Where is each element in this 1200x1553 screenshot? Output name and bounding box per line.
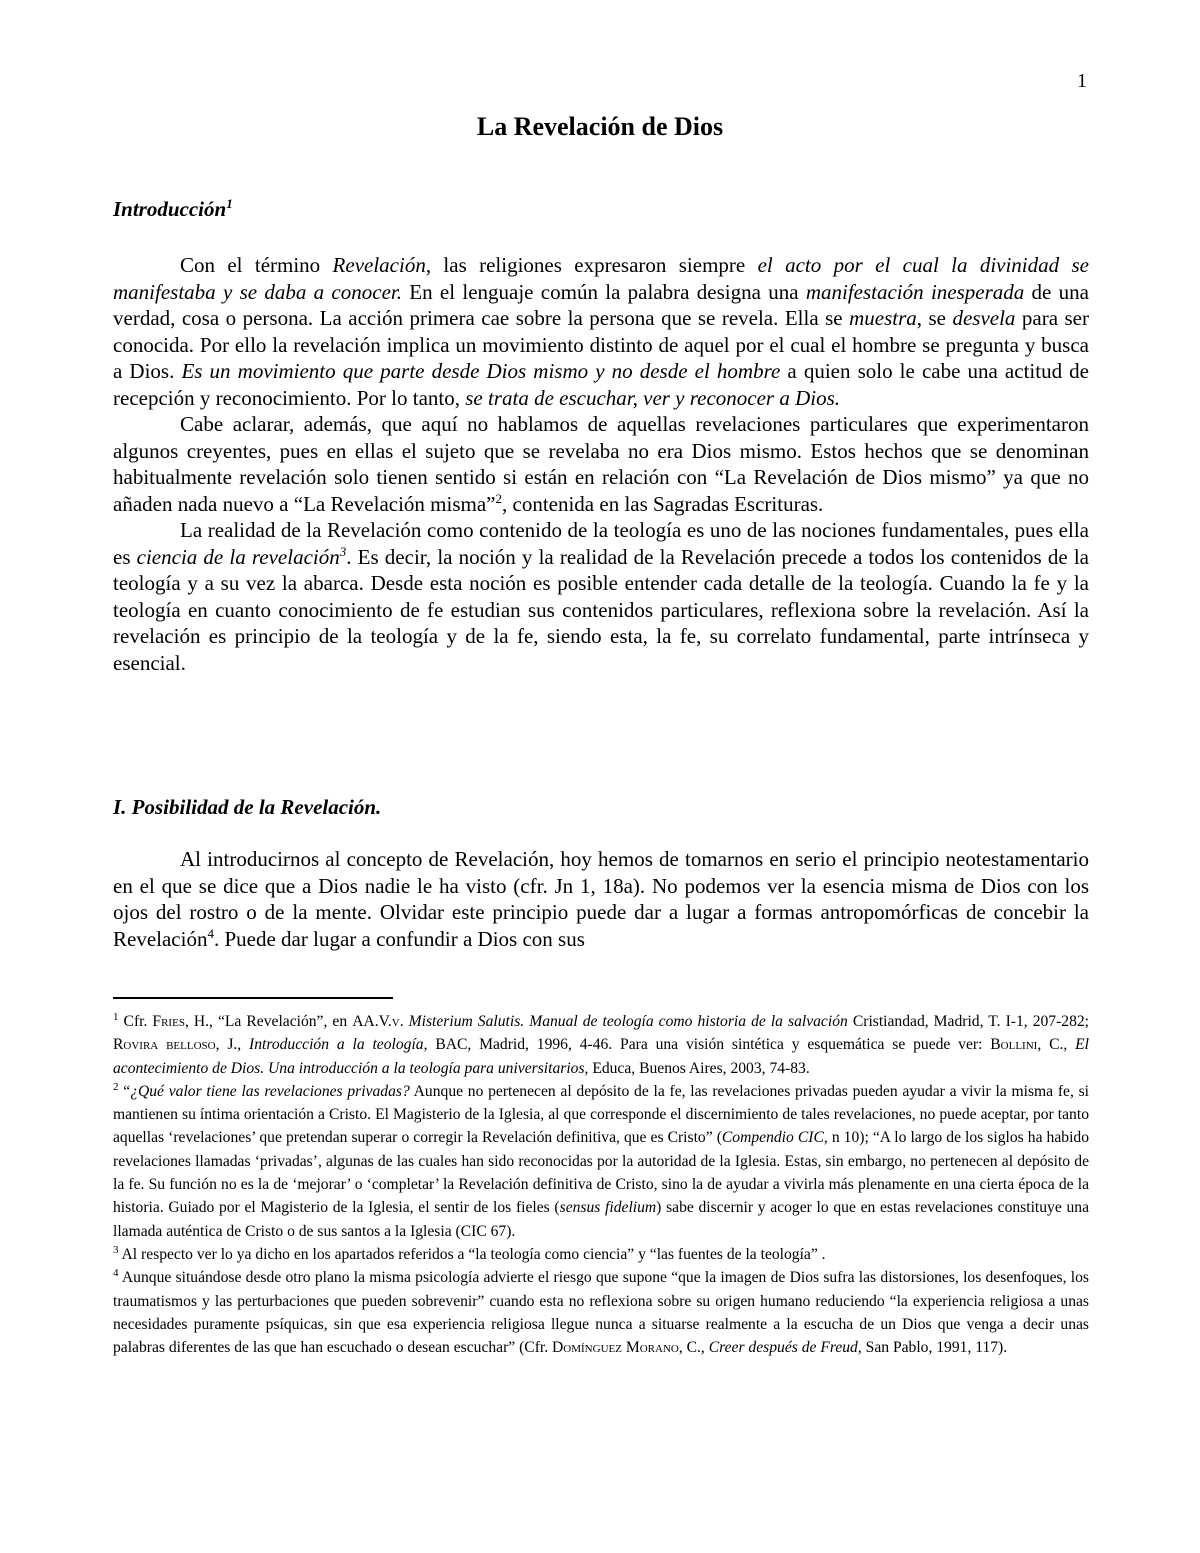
text-run: , contenida en las Sagradas Escrituras. [502, 491, 824, 516]
text-run: , BAC, Madrid, 1996, 4-46. Para una visión sintética y esquemática se puede ver: [423, 1036, 991, 1054]
text-run: Al introducirnos al concepto de Revelación, hoy hemos de tomarnos en serio el principio neotestamentario en el que se dice que a Dios nadie le ha visto (cfr. Jn 1, 18a). No podemos ver la esencia misma de Dios con los ojos del rostro o de la mente. Olvidar este principio puede dar a lugar a formas antropomórficas de concebir la Revelación [113, 847, 1089, 951]
text-run: . Puede dar lugar a confundir a Dios con sus [213, 926, 585, 951]
text-run: Revelación [332, 253, 426, 277]
text-run: , C., [678, 1339, 709, 1357]
footnote-ref: 2 [113, 1080, 119, 1093]
text-run: Cfr. [118, 1013, 153, 1030]
text-run: Creer después de Freud [708, 1339, 858, 1357]
text-run: Aunque no pertenecen al depósito de la fe, las revelaciones privadas pueden ayudar a vivir la misma fe, si mantienen su íntima orientación a Cristo. El Magisterio de la Iglesia, al que corresponde el discernimiento de tales revelaciones, no puede aceptar, por tanto aquellas ‘revelaciones’ que pretendan superar o corregir la Revelación definitiva, que es Cristo” ( [113, 1082, 1089, 1147]
section-heading: I. Posibilidad de la Revelación. [113, 795, 382, 819]
text-run: Es un movimiento que parte desde Dios mismo y no desde el hombre [181, 359, 781, 383]
text-run: Bollini [990, 1036, 1038, 1054]
text-run: , se [916, 306, 953, 330]
footnote-ref-1: 1 [226, 196, 233, 211]
intro-paragraphs-paragraph [113, 411, 1089, 517]
footnote-separator [113, 997, 393, 999]
text-run: , J., [215, 1036, 250, 1054]
text-run: ) sabe discernir y acoger lo que en estas revelaciones constituye una llamada auténtica de Cristo o de sus santos a la Iglesia (CIC 67). [113, 1199, 1089, 1240]
text-run: Al respecto ver lo ya dicho en los apartados referidos a “la teología como ciencia” y “las fuentes de la teología” . [118, 1245, 826, 1263]
footnotes [113, 1010, 1089, 1359]
section-body [113, 846, 1089, 952]
footnotes-paragraph [113, 1010, 1089, 1080]
text-run: Cristiandad, Madrid, T. I-1, 207-282; [847, 1013, 1089, 1030]
text-run: Compendio CIC [721, 1129, 824, 1147]
footnotes-paragraph [113, 1266, 1089, 1359]
text-run: Fries [152, 1013, 185, 1030]
text-run: Introducción a la teología [249, 1036, 424, 1054]
text-run: Con el término [180, 253, 333, 277]
text-run: desvela [952, 306, 1016, 330]
intro-paragraphs-paragraph [113, 517, 1089, 676]
section1-paragraphs-paragraph [113, 846, 1089, 952]
text-run: sensus fidelium [559, 1199, 657, 1217]
text-run: , n 10); “A lo largo de los siglos ha habido revelaciones llamadas ‘privadas’, algunas de las cuales han sido reconocidas por la autoridad de la Iglesia. Estas, sin embargo, no pertenecen al depósito de la fe. Su función no es la de ‘mejorar’ o ‘completar’ la Revelación definitiva de Cristo, sino la de ayudar a vivirla más plenamente en una cierta época de la historia. Guiado por el Magisterio de la Iglesia, el sentir de los fieles ( [113, 1129, 1089, 1217]
intro-body [113, 252, 1089, 676]
text-run: Aunque situándose desde otro plano la misma psicología advierte el riesgo que supone “que la imagen de Dios sufra las distorsiones, los desenfoques, los traumatismos y las perturbaciones que pueden sobrevenir” cuando esta no reflexiona sobre su origen humano reduciendo “la experiencia religiosa a unas necesidades puramente psíquicas, sin que esa experiencia religiosa llegue nunca a situarse realmente a la escucha de un Dios que venga a decir unas palabras diferentes de las que han escuchado o desean escuchar” (Cfr. [113, 1269, 1089, 1357]
intro-heading-text: Introducción [113, 197, 227, 221]
text-run: muestra [849, 306, 917, 330]
footnotes-paragraph [113, 1080, 1089, 1243]
text-run: manifestación inesperada [805, 279, 1025, 304]
footnote-ref: 3 [339, 543, 347, 559]
text-run: Domínguez Morano [552, 1339, 679, 1357]
text-run: , H., “La Revelación”, en [184, 1013, 353, 1030]
text-run: AA.V.v. [352, 1013, 404, 1030]
text-run: de una verdad, cosa o persona. La acción primera cae sobre la persona que se revela. Ella se [113, 279, 1089, 330]
text-run: . Es decir, la noción y la realidad de la Revelación precede a todos los contenidos de la teología y a su vez la abarca. Desde esta noción es posible entender cada detalle de la teología. Cuando la fe y la teología en cuanto conocimiento de fe estudian sus contenidos particulares, reflexiona sobre la revelación. Así la revelación es principio de la teología y de la fe, siendo esta, la fe, su correlato fundamental, parte intrínseca y esencial. [113, 544, 1090, 675]
text-run: , las religiones expresaron siempre [425, 253, 758, 277]
text-run: La realidad de la Revelación como contenido de la teología es uno de las nociones fundamentales, pues ella es [113, 518, 1089, 569]
footnote-ref: 1 [113, 1010, 119, 1023]
text-run: En el lenguaje común la palabra designa una [402, 279, 806, 304]
text-run: a quien solo le cabe una actitud de recepción y reconocimiento. Por lo tanto, [113, 359, 1089, 410]
text-run: Rovira belloso [113, 1036, 216, 1054]
text-run: para ser conocida. Por ello la revelación implica un movimiento distinto de aquel por el cual el hombre se pregunta y busca a Dios. [113, 306, 1089, 383]
footnote-ref: 2 [495, 490, 502, 506]
intro-heading [113, 196, 233, 222]
text-run: el acto por el cual la divinidad se manifestaba y se daba a conocer. [113, 253, 1089, 304]
text-run: Misterium Salutis. Manual de teología como historia de la salvación [408, 1013, 848, 1030]
text-run: El acontecimiento de Dios. Una introducción a la teología para universitarios [113, 1036, 1089, 1077]
text-run: se trata de escuchar, ver y reconocer a Dios. [465, 385, 841, 410]
text-run: Cabe aclarar, además, que aquí no hablamos de aquellas revelaciones particulares que experimentaron algunos creyentes, pues en ellas el sujeto que se revelaba no era Dios mismo. Estos hechos que se denominan habitualmente revelación solo tienen sentido si están en relación con “La Revelación de Dios mismo” ya que no añaden nada nuevo a “La Revelación misma” [113, 412, 1089, 516]
page-number: 1 [1077, 70, 1087, 92]
text-run: ¿Qué valor tiene las revelaciones privadas? [130, 1082, 410, 1100]
text-run: ciencia de la revelación [136, 544, 340, 569]
intro-paragraphs-paragraph [113, 252, 1089, 411]
footnote-ref: 4 [207, 925, 214, 941]
document-title: La Revelación de Dios [476, 112, 724, 141]
text-run: , C., [1037, 1036, 1076, 1054]
footnotes-paragraph [113, 1243, 1089, 1266]
footnote-ref: 4 [113, 1267, 119, 1280]
footnote-ref: 3 [113, 1243, 119, 1256]
text-run: , Educa, Buenos Aires, 2003, 74-83. [584, 1059, 810, 1077]
text-run: “ [118, 1082, 131, 1100]
text-run: , San Pablo, 1991, 117). [857, 1339, 1008, 1357]
